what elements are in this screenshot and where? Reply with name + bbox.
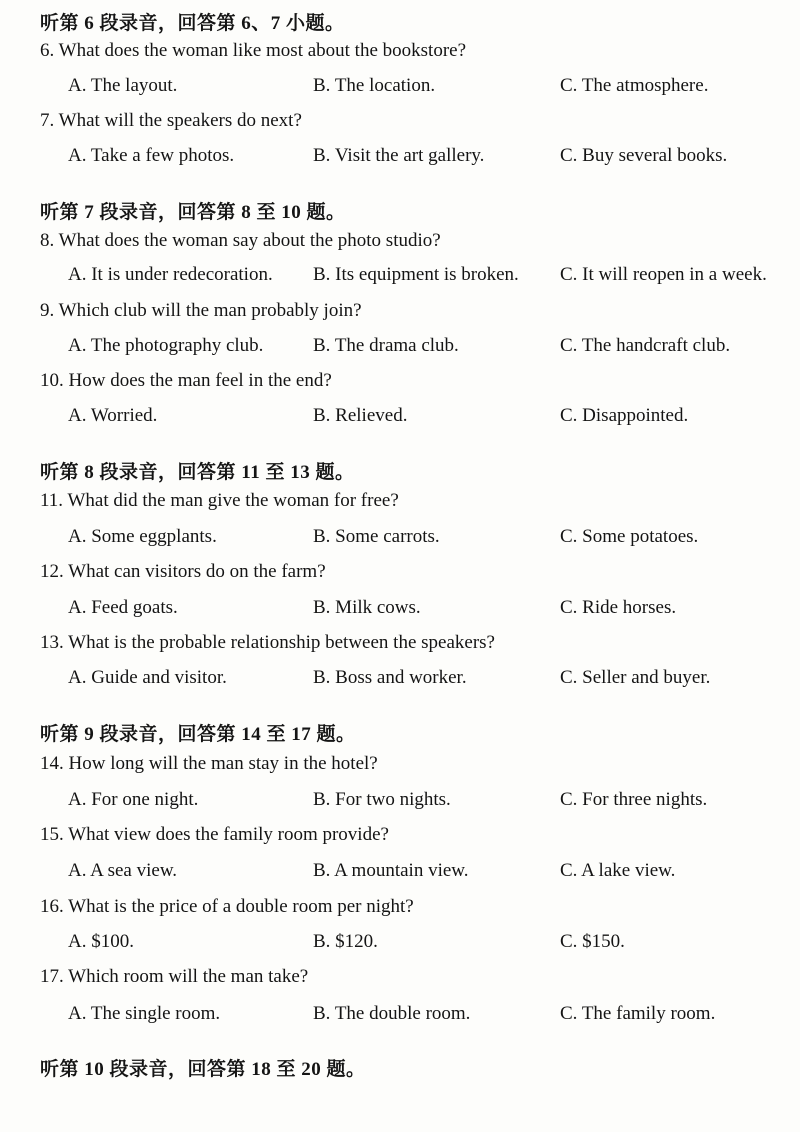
option-12b: B. Milk cows. [313, 597, 421, 618]
option-13a: A. Guide and visitor. [68, 667, 227, 688]
section-heading: 听第 7 段录音，回答第 8 至 10 题。 [40, 202, 346, 223]
option-12c: C. Ride horses. [560, 597, 677, 618]
question-9: 9. Which club will the man probably join? [40, 300, 362, 321]
option-16c: C. $150. [560, 931, 625, 952]
option-9a: A. The photography club. [68, 335, 264, 356]
option-10a: A. Worried. [68, 405, 158, 426]
question-7: 7. What will the speakers do next? [40, 110, 302, 131]
option-14c: C. For three nights. [560, 789, 708, 810]
question-14: 14. How long will the man stay in the hotel? [40, 753, 378, 774]
section-heading: 听第 10 段录音，回答第 18 至 20 题。 [40, 1059, 366, 1080]
option-11c: C. Some potatoes. [560, 526, 699, 547]
question-8: 8. What does the woman say about the photo studio? [40, 230, 441, 251]
option-15b: B. A mountain view. [313, 860, 469, 881]
option-12a: A. Feed goats. [68, 597, 178, 618]
option-11a: A. Some eggplants. [68, 526, 217, 547]
option-15a: A. A sea view. [68, 860, 178, 881]
question-10: 10. How does the man feel in the end? [40, 370, 332, 391]
option-6a: A. The layout. [68, 75, 178, 96]
option-17c: C. The family room. [560, 1003, 716, 1024]
section-heading: 听第 8 段录音，回答第 11 至 13 题。 [40, 462, 355, 483]
option-10b: B. Relieved. [313, 405, 408, 426]
question-11: 11. What did the man give the woman for free? [40, 490, 399, 511]
option-14b: B. For two nights. [313, 789, 451, 810]
option-6b: B. The location. [313, 75, 436, 96]
option-7c: C. Buy several books. [560, 145, 728, 166]
question-13: 13. What is the probable relationship between the speakers? [40, 632, 495, 653]
option-8c: C. It will reopen in a week. [560, 264, 767, 285]
question-12: 12. What can visitors do on the farm? [40, 561, 326, 582]
option-13b: B. Boss and worker. [313, 667, 467, 688]
question-16: 16. What is the price of a double room per night? [40, 896, 414, 917]
question-6: 6. What does the woman like most about the bookstore? [40, 40, 467, 61]
option-7a: A. Take a few photos. [68, 145, 235, 166]
option-17b: B. The double room. [313, 1003, 471, 1024]
option-9b: B. The drama club. [313, 335, 459, 356]
option-10c: C. Disappointed. [560, 405, 689, 426]
option-15c: C. A lake view. [560, 860, 676, 881]
option-14a: A. For one night. [68, 789, 199, 810]
option-13c: C. Seller and buyer. [560, 667, 711, 688]
section-heading: 听第 9 段录音，回答第 14 至 17 题。 [40, 724, 356, 745]
section-heading: 听第 6 段录音，回答第 6、7 小题。 [40, 13, 345, 34]
question-15: 15. What view does the family room provide? [40, 824, 389, 845]
option-8b: B. Its equipment is broken. [313, 264, 519, 285]
question-17: 17. Which room will the man take? [40, 966, 309, 987]
option-16b: B. $120. [313, 931, 378, 952]
option-7b: B. Visit the art gallery. [313, 145, 485, 166]
option-9c: C. The handcraft club. [560, 335, 731, 356]
option-16a: A. $100. [68, 931, 134, 952]
option-17a: A. The single room. [68, 1003, 221, 1024]
option-6c: C. The atmosphere. [560, 75, 709, 96]
option-11b: B. Some carrots. [313, 526, 440, 547]
option-8a: A. It is under redecoration. [68, 264, 273, 285]
